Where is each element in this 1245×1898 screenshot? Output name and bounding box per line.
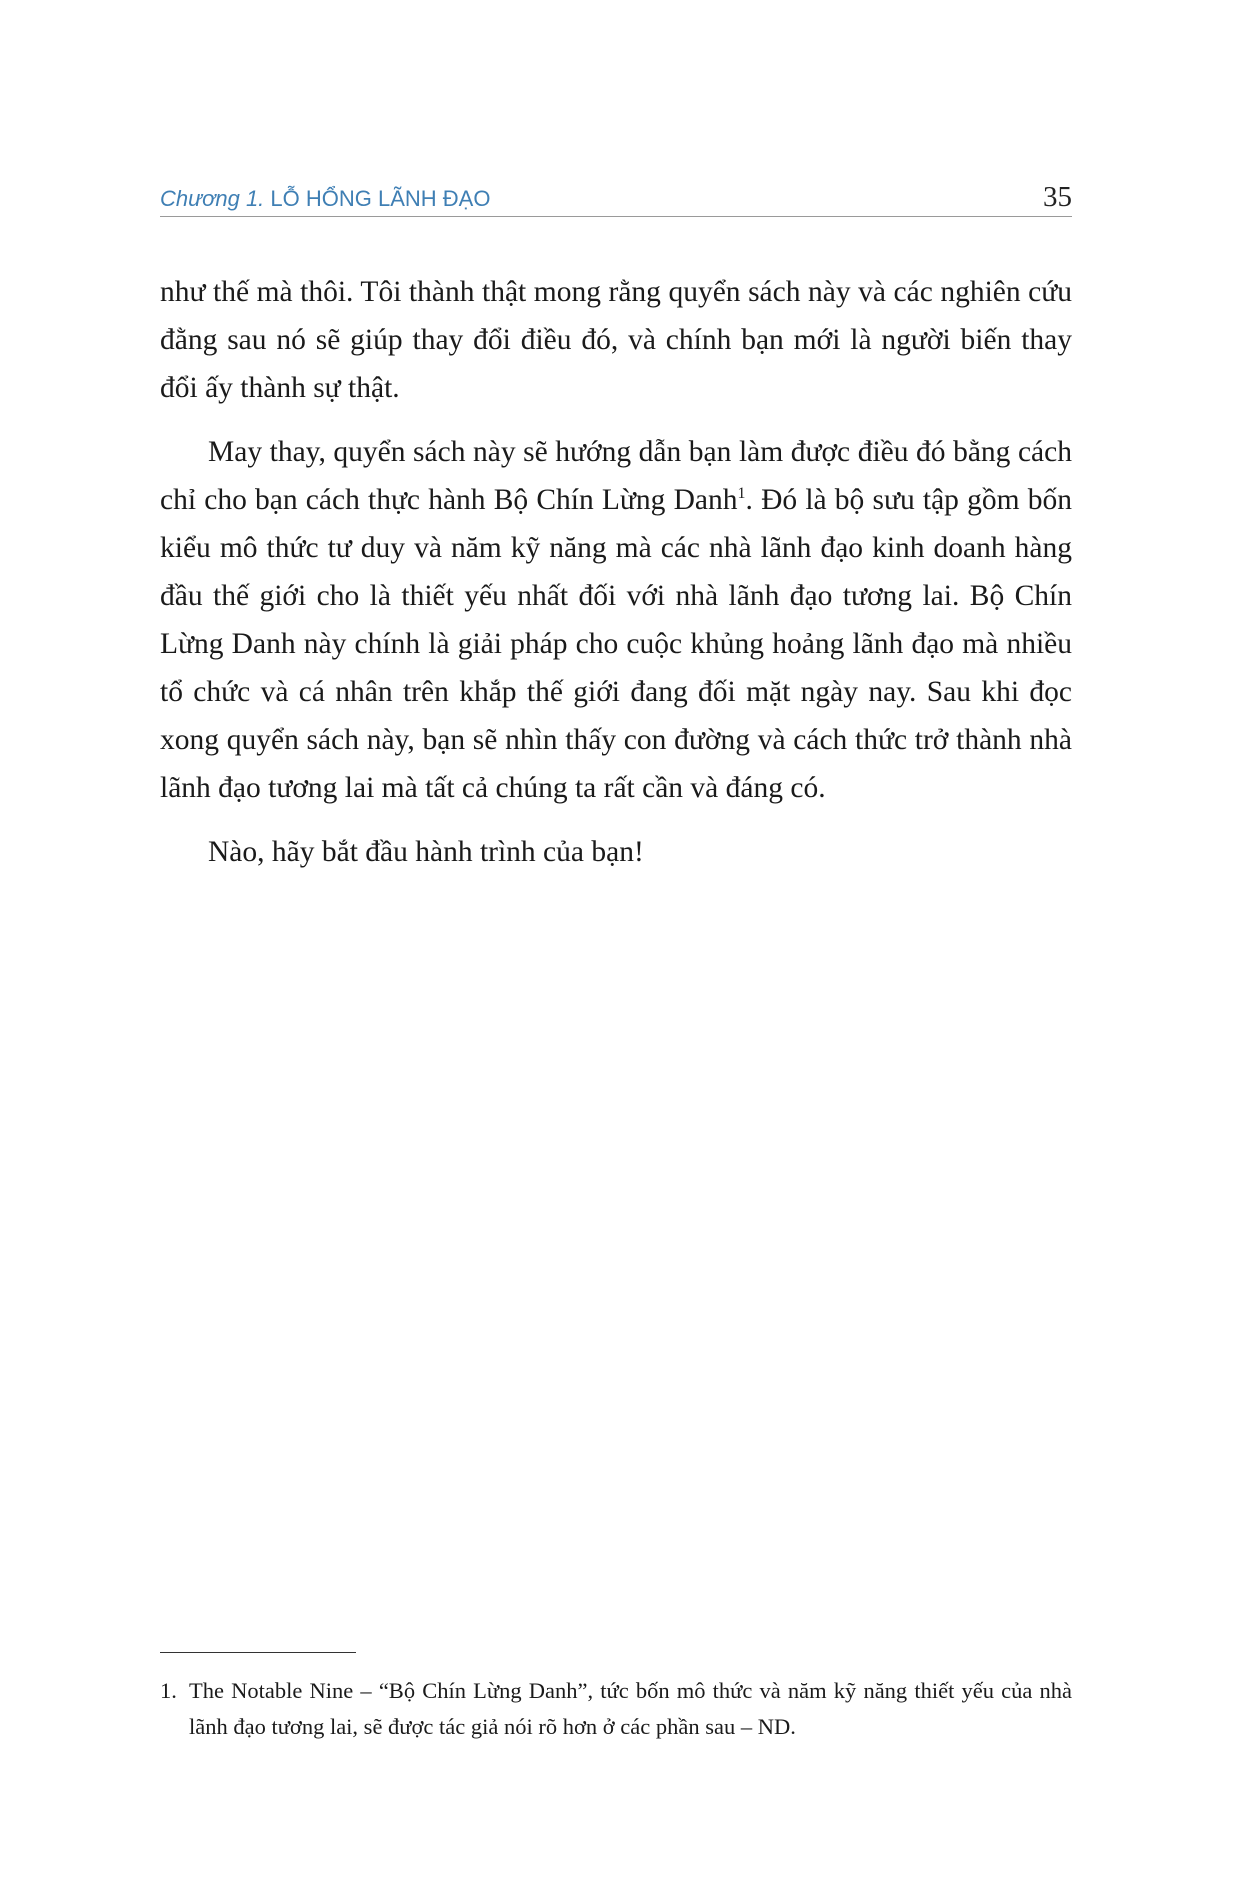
footnote-text: The Notable Nine – “Bộ Chín Lừng Danh”, tức bốn mô thức và năm kỹ năng thiết yếu của nhà lãnh đạo tương lai, sẽ được tác giả nói rõ hơn ở các phần sau – ND. [189, 1678, 1072, 1739]
paragraph-2 [160, 428, 1072, 812]
body-text [160, 268, 1072, 892]
chapter-heading [160, 186, 490, 212]
chapter-title: LỖ HỔNG LÃNH ĐẠO [270, 186, 491, 211]
running-header [160, 176, 1072, 217]
footnote-reference[interactable]: 1 [737, 485, 746, 503]
footnote [160, 1673, 1072, 1745]
paragraph-2-text: May thay, quyển sách này sẽ hướng dẫn bạn làm được điều đó bằng cách chỉ cho bạn cách thực hành Bộ Chín Lừng Danh [160, 436, 1072, 516]
footnote-divider [160, 1652, 356, 1653]
paragraph-2-rest: . Đó là bộ sưu tập gồm bốn kiểu mô thức tư duy và năm kỹ năng mà các nhà lãnh đạo kinh doanh hàng đầu thế giới cho là thiết yếu nhất đối với nhà lãnh đạo tương lai. Bộ Chín Lừng Danh này chính là giải pháp cho cuộc khủng hoảng lãnh đạo mà nhiều tổ chức và cá nhân trên khắp thế giới đang đối mặt ngày nay. Sau khi đọc xong quyển sách này, bạn sẽ nhìn thấy con đường và cách thức trở thành [160, 484, 1072, 756]
page-number: 35 [1043, 181, 1072, 213]
chapter-label: Chương 1. [160, 186, 265, 211]
paragraph-2-end: nhà lãnh đạo tương lai mà tất cả chúng ta rất cần và đáng có. [160, 724, 1072, 804]
paragraph-3: Nào, hãy bắt đầu hành trình của bạn! [208, 836, 644, 868]
footnote-number: 1. [160, 1678, 177, 1703]
paragraph-1: như thế mà thôi. Tôi thành thật mong rằng quyển sách này và các nghiên cứu đằng sau nó sẽ giúp thay đổi điều đó, và chính bạn mới là người biến thay đổi ấy thành sự thật. [160, 276, 1072, 404]
